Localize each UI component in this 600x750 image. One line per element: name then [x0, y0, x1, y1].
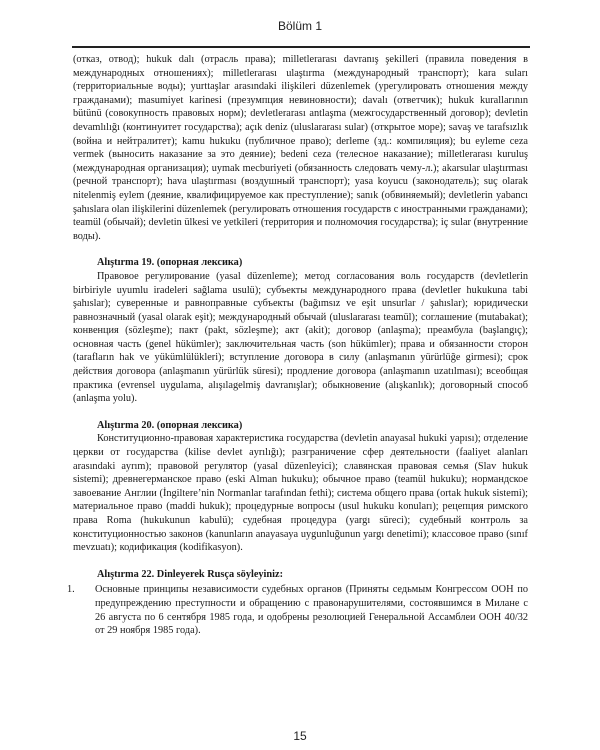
exercise-22-item: [67, 583, 528, 637]
exercise-19-body: [73, 270, 528, 406]
header-rule: [72, 46, 530, 48]
exercise-20-text: Конституционно-правовая характеристика государства (devletin anayasal hukuki yapısı); отделение церкви от государства (kilise devlet ayrılığı); разграничение сфер деятельности (faaliyet alanları arasındaki ayrım); правовой регулятор (yasal düzenleyici); славянская правовая семья (Slav hukuk sistemi); древнегерманское право (eski Alman hukuku); обычное право (teamül hukuku); нормандское завоевание Англии (İngiltere’nin Normanlar tarafından fethi); система общего права (ortak hukuk sistemi); материальное право (maddi hukuk); процедурные вопросы (usul hukuku konuları); рецепция римского права Roma (hukukunun kabulü); судебная процедура (yargı süreci); судебный контроль за конституционностью законов (kanunların anayasaya uygunluğunun yargı denetimi); классовое право (sınıf mevzuatı); кодификация (kodifikasyon).: [73, 433, 528, 554]
exercise-19-text: Правовое регулирование (yasal düzenleme); метод согласования воль государств (devletlerin birbiriyle uyumlu iradeleri sağlama usulü); субъекты международного права (devletler hukukuna tabi şahıslar); суверенные и равноправные субъекты (bağımsız ve eşit unsurlar / şahıslar); юридически равнозначный (yasal olarak eşit); международный обычай (uluslararası teamül); соглашение (mutabakat); конвенция (sözleşme); пакт (pakt, sözleşme); акт (akit); договор (anlaşma); преамбула (başlangıç); основная часть (genel hükümler); заключительная часть (son hükümler); права и обязанности сторон (tarafların hak ve yükümlülükleri); вступление договора в силу (anlaşmanın yürürlüğe girmesi); срок действия договора (anlaşmanın yürürlük süresi); продление договора (anlaşmanın uzatılması); всеобщая практика (evrensel uygulama, alışılagelmiş davranışlar); обыкновение (alışkanlık); договорный способ (anlaşma yolu).: [73, 270, 528, 405]
page-content: [67, 53, 528, 638]
page-number: 15: [293, 729, 307, 743]
item-number: 1.: [67, 584, 75, 596]
exercise-19-title: Alıştırma 19. (опорная лексика): [97, 257, 243, 269]
running-title: Bölüm 1: [277, 19, 323, 33]
exercise-20-body: [73, 432, 528, 554]
exercise-22-title: Alıştırma 22. Dinleyerek Rusça söyleyiniz:: [97, 568, 283, 580]
vocabulary-continuation-paragraph: (отказ, отвод); hukuk dalı (отрасль права); milletlerarası davranış şekilleri (правила поведения в международных отношениях); milletlerarası ulaştırma (международный транспорт); kara suları (территориальные воды); yurttaşlar arasındaki ilişkileri düzenlemek (урегулировать отношения между гражданами); masumiyet karinesi (презумпция невиновности); davalı (ответчик); hukuk kurallarının bütünü (совокупность правовых норм); devletlerarası antlaşma (межгосударственный договор); devletin devamlılığı (континуитет государства); açık deniz (uluslararası sular) (открытое море); savaş ve tarafsızlık (война и нейтралитет); kamu hukuku (публичное право); derleme (зд.: компиляция); bu eyleme ceza vermek (выносить наказание за это деяние); bedeni ceza (телесное наказание); milletlerarası kuruluş (международная организация); uymak mecburiyeti (обязанность следовать чему-л.); akarsular ulaştırması (речной транспорт); hava ulaştırması (воздушный транспорт); yasa koyucu (законодатель); suç olarak nitelenmiş eylem (деяние, квалифицируемое как преступление); sanık (обвиняемый); devletlerin yabancı şahıslara olan ilişkilerini düzenlemek (регулировать отношения государств с иностранными гражданами); teamül (обычай); devletin ülkesi ve yetkileri (территория и полномочия государства); iç sular (внутренние воды).: [73, 54, 528, 242]
item-text: Основные принципы независимости судебных органов (Приняты седьмым Конгрессом ООН по предупреждению преступности и обращению с правонарушителями, состоявшимся в Милане с 26 августа по 6 сентября 1985 года, и одобрены резолюцией Генеральной Ассамблеи ООН 40/32 от 29 ноября 1985 года).: [95, 584, 528, 637]
exercise-20-title: Alıştırma 20. (опорная лексика): [97, 419, 243, 431]
